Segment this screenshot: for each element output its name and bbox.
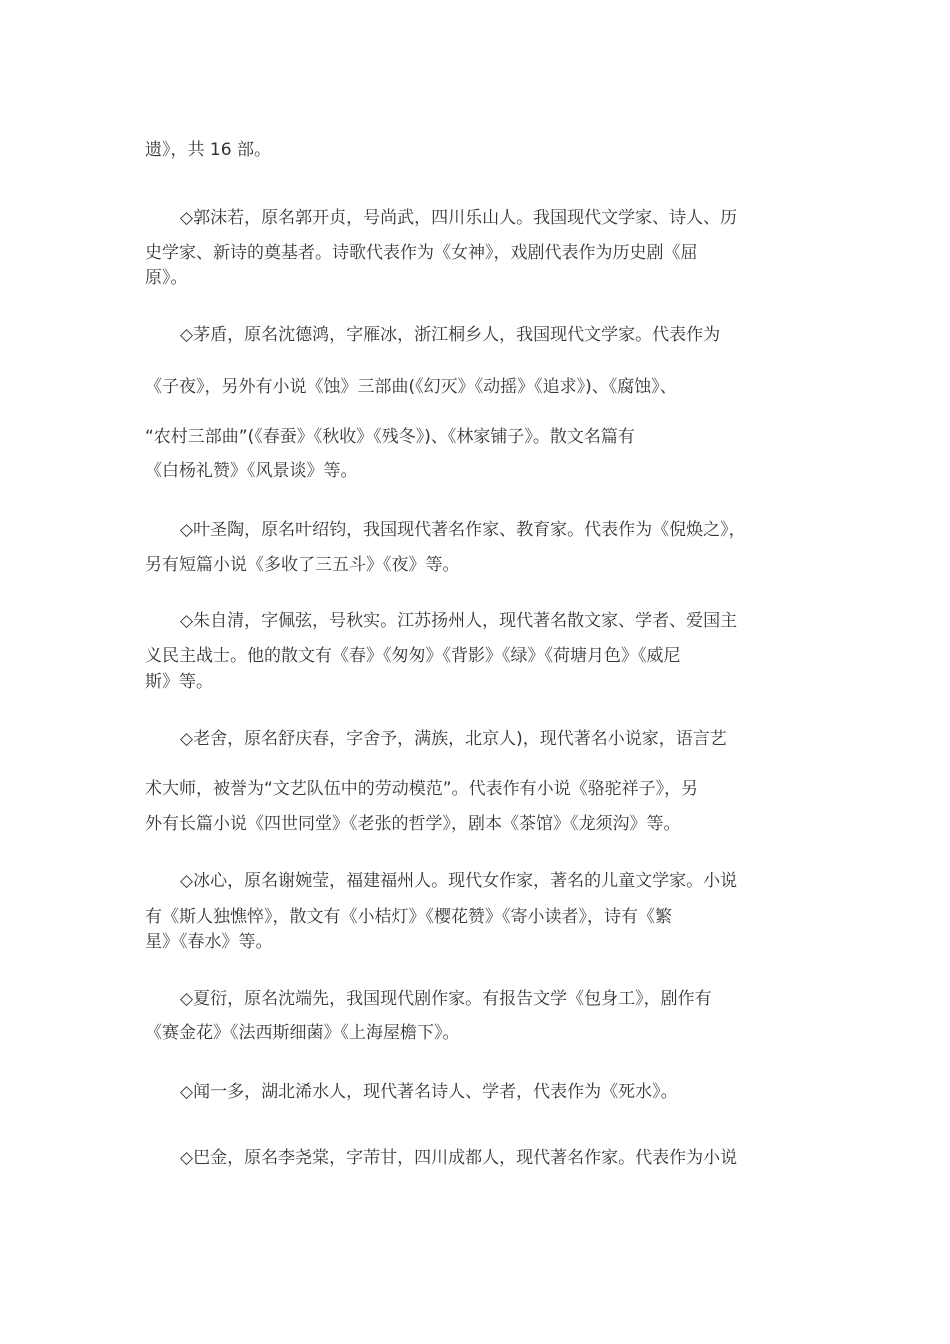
- text-line: ◇茅盾，原名沈德鸿，字雁冰，浙江桐乡人，我国现代文学家。代表作为: [180, 325, 721, 345]
- text-line: ◇巴金，原名李尧棠，字芾甘，四川成都人，现代著名作家。代表作为小说: [180, 1148, 738, 1168]
- text-line: “农村三部曲”(《春蚕》《秋收》《残冬》)、《林家铺子》。散文名篇有: [145, 427, 635, 447]
- text-line: 义民主战士。他的散文有《春》《匆匆》《背影》《绿》《荷塘月色》《威尼: [145, 646, 681, 666]
- text-line: 《赛金花》《法西斯细菌》《上海屋檐下》。: [145, 1023, 460, 1043]
- text-line: 有《斯人独憔悴》，散文有《小桔灯》《樱花赞》《寄小读者》，诗有《繁: [145, 907, 672, 927]
- text-line: 另有短篇小说《多收了三五斗》《夜》等。: [145, 555, 460, 575]
- text-line: 遗》，共 16 部。: [145, 140, 271, 160]
- text-line: ◇叶圣陶，原名叶绍钧，我国现代著名作家、教育家。代表作为《倪焕之》，: [180, 520, 746, 540]
- text-line: 外有长篇小说《四世同堂》《老张的哲学》，剧本《茶馆》《龙须沟》等。: [145, 814, 681, 834]
- text-line: 斯》等。: [145, 672, 213, 692]
- text-line: ◇夏衍，原名沈端先，我国现代剧作家。有报告文学《包身工》，剧作有: [180, 989, 712, 1009]
- text-line: ◇老舍，原名舒庆春，字舍予，满族，北京人)，现代著名小说家，语言艺: [180, 729, 727, 749]
- text-line: 星》《春水》等。: [145, 932, 273, 952]
- text-line: 《子夜》，另外有小说《蚀》三部曲(《幻灭》《动摇》《追求》)、《腐蚀》、: [145, 377, 677, 397]
- text-line: 术大师，被誉为“文艺队伍中的劳动模范”。代表作有小说《骆驼祥子》，另: [145, 779, 699, 799]
- text-line: ◇闻一多，湖北浠水人，现代著名诗人、学者，代表作为《死水》。: [180, 1082, 678, 1102]
- text-line: 原》。: [145, 268, 188, 288]
- text-line: 《白杨礼赞》《风景谈》等。: [145, 461, 358, 481]
- text-line: ◇朱自清，字佩弦，号秋实。江苏扬州人，现代著名散文家、学者、爱国主: [180, 611, 738, 631]
- text-line: ◇冰心，原名谢婉莹，福建福州人。现代女作家，著名的儿童文学家。小说: [180, 871, 738, 891]
- text-line: ◇郭沫若，原名郭开贞，号尚武，四川乐山人。我国现代文学家、诗人、历: [180, 208, 738, 228]
- text-line: 史学家、新诗的奠基者。诗歌代表作为《女神》，戏剧代表作为历史剧《屈: [145, 243, 698, 263]
